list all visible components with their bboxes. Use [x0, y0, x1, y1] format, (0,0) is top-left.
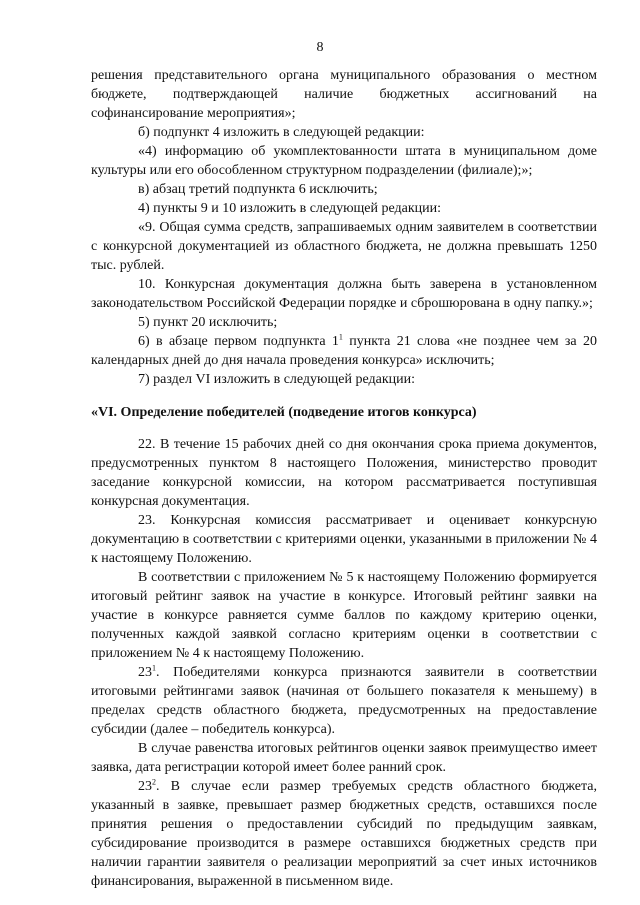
paragraph: В соответствии с приложением № 5 к настоящему Положению формируется итоговый рейтинг заявок на участие в конкурсе. Итоговый рейтинг заявки на участие в конкурсе равняется сумме баллов по каждому критерию оценки, полученных каждой заявкой согласно критериям оценки в соответствии с приложением № 4 к настоящему Положению.	[91, 570, 597, 661]
paragraph: 22. В течение 15 рабочих дней со дня окончания срока приема документов, предусмотренных пунктом 8 настоящего Положения, министерство проводит заседание конкурсной комиссии, на котором рассматривается поступившая конкурсная документация.	[91, 437, 597, 509]
paragraph: 23. Конкурсная комиссия рассматривает и оценивает конкурсную документацию в соответствии с критериями оценки, указанными в приложении № 4 к настоящему Положению.	[91, 513, 597, 566]
document-body	[91, 66, 597, 891]
paragraph-text: 23	[138, 779, 152, 794]
paragraph: решения представительного органа муниципального образования о местном бюджете, подтверждающей наличие бюджетных ассигнований на софинансирование мероприятия»;	[91, 68, 597, 121]
paragraph: 4) пункты 9 и 10 изложить в следующей редакции:	[138, 201, 442, 216]
paragraph: «9. Общая сумма средств, запрашиваемых одним заявителем в соответствии с конкурсной документацией из областного бюджета, не должна превышать 1250 тыс. рублей.	[91, 220, 597, 273]
paragraph	[91, 777, 597, 891]
paragraph-text: 23	[138, 665, 152, 680]
paragraph: В случае равенства итоговых рейтингов оценки заявок преимущество имеет заявка, дата регистрации которой имеет более ранний срок.	[91, 741, 597, 775]
paragraph: 5) пункт 20 исключить;	[138, 315, 278, 330]
paragraph-text: . Победителями конкурса признаются заявители в соответствии итоговыми рейтингами заявок (начиная от большего показателя к меньшему) в пределах средств областного бюджета, предусмотренных на предоставление субсидии (далее – победитель конкурса).	[91, 665, 597, 737]
paragraph: 10. Конкурсная документация должна быть заверена в установленном законодательством Российской Федерации порядке и сброшюрована в одну папку.»;	[91, 277, 597, 311]
paragraph-text: пункта 21 слова «не позднее чем за 20 календарных дней до дня начала проведения конкурса» исключить;	[91, 334, 597, 368]
paragraph-text: . В случае если размер требуемых средств областного бюджета, указанный в заявке, превышает размер бюджетных средств, оставшихся после принятия решения о предоставлении субсидий по предыдущим заявкам, субсидирование производится в размере оставшихся бюджетных средств при наличии гарантии заявителя о реализации мероприятий за счет иных источников финансирования, выраженной в письменном виде.	[91, 779, 597, 889]
superscript: 2	[152, 777, 156, 787]
section-heading: «VI. Определение победителей (подведение итогов конкурса)	[91, 405, 477, 420]
paragraph	[91, 332, 597, 370]
superscript: 1	[152, 663, 156, 673]
paragraph: в) абзац третий подпункта 6 исключить;	[138, 182, 378, 197]
page-number: 8	[316, 40, 324, 55]
superscript: 1	[338, 332, 343, 342]
paragraph-text: 6) в абзаце первом подпункта 1	[138, 334, 339, 349]
paragraph: 7) раздел VI изложить в следующей редакции:	[138, 372, 416, 387]
paragraph	[91, 663, 597, 739]
paragraph: б) подпункт 4 изложить в следующей редакции:	[138, 125, 425, 140]
paragraph: «4) информацию об укомплектованности штата в муниципальном доме культуры или его обособленном структурном подразделении (филиале);»;	[91, 144, 597, 178]
